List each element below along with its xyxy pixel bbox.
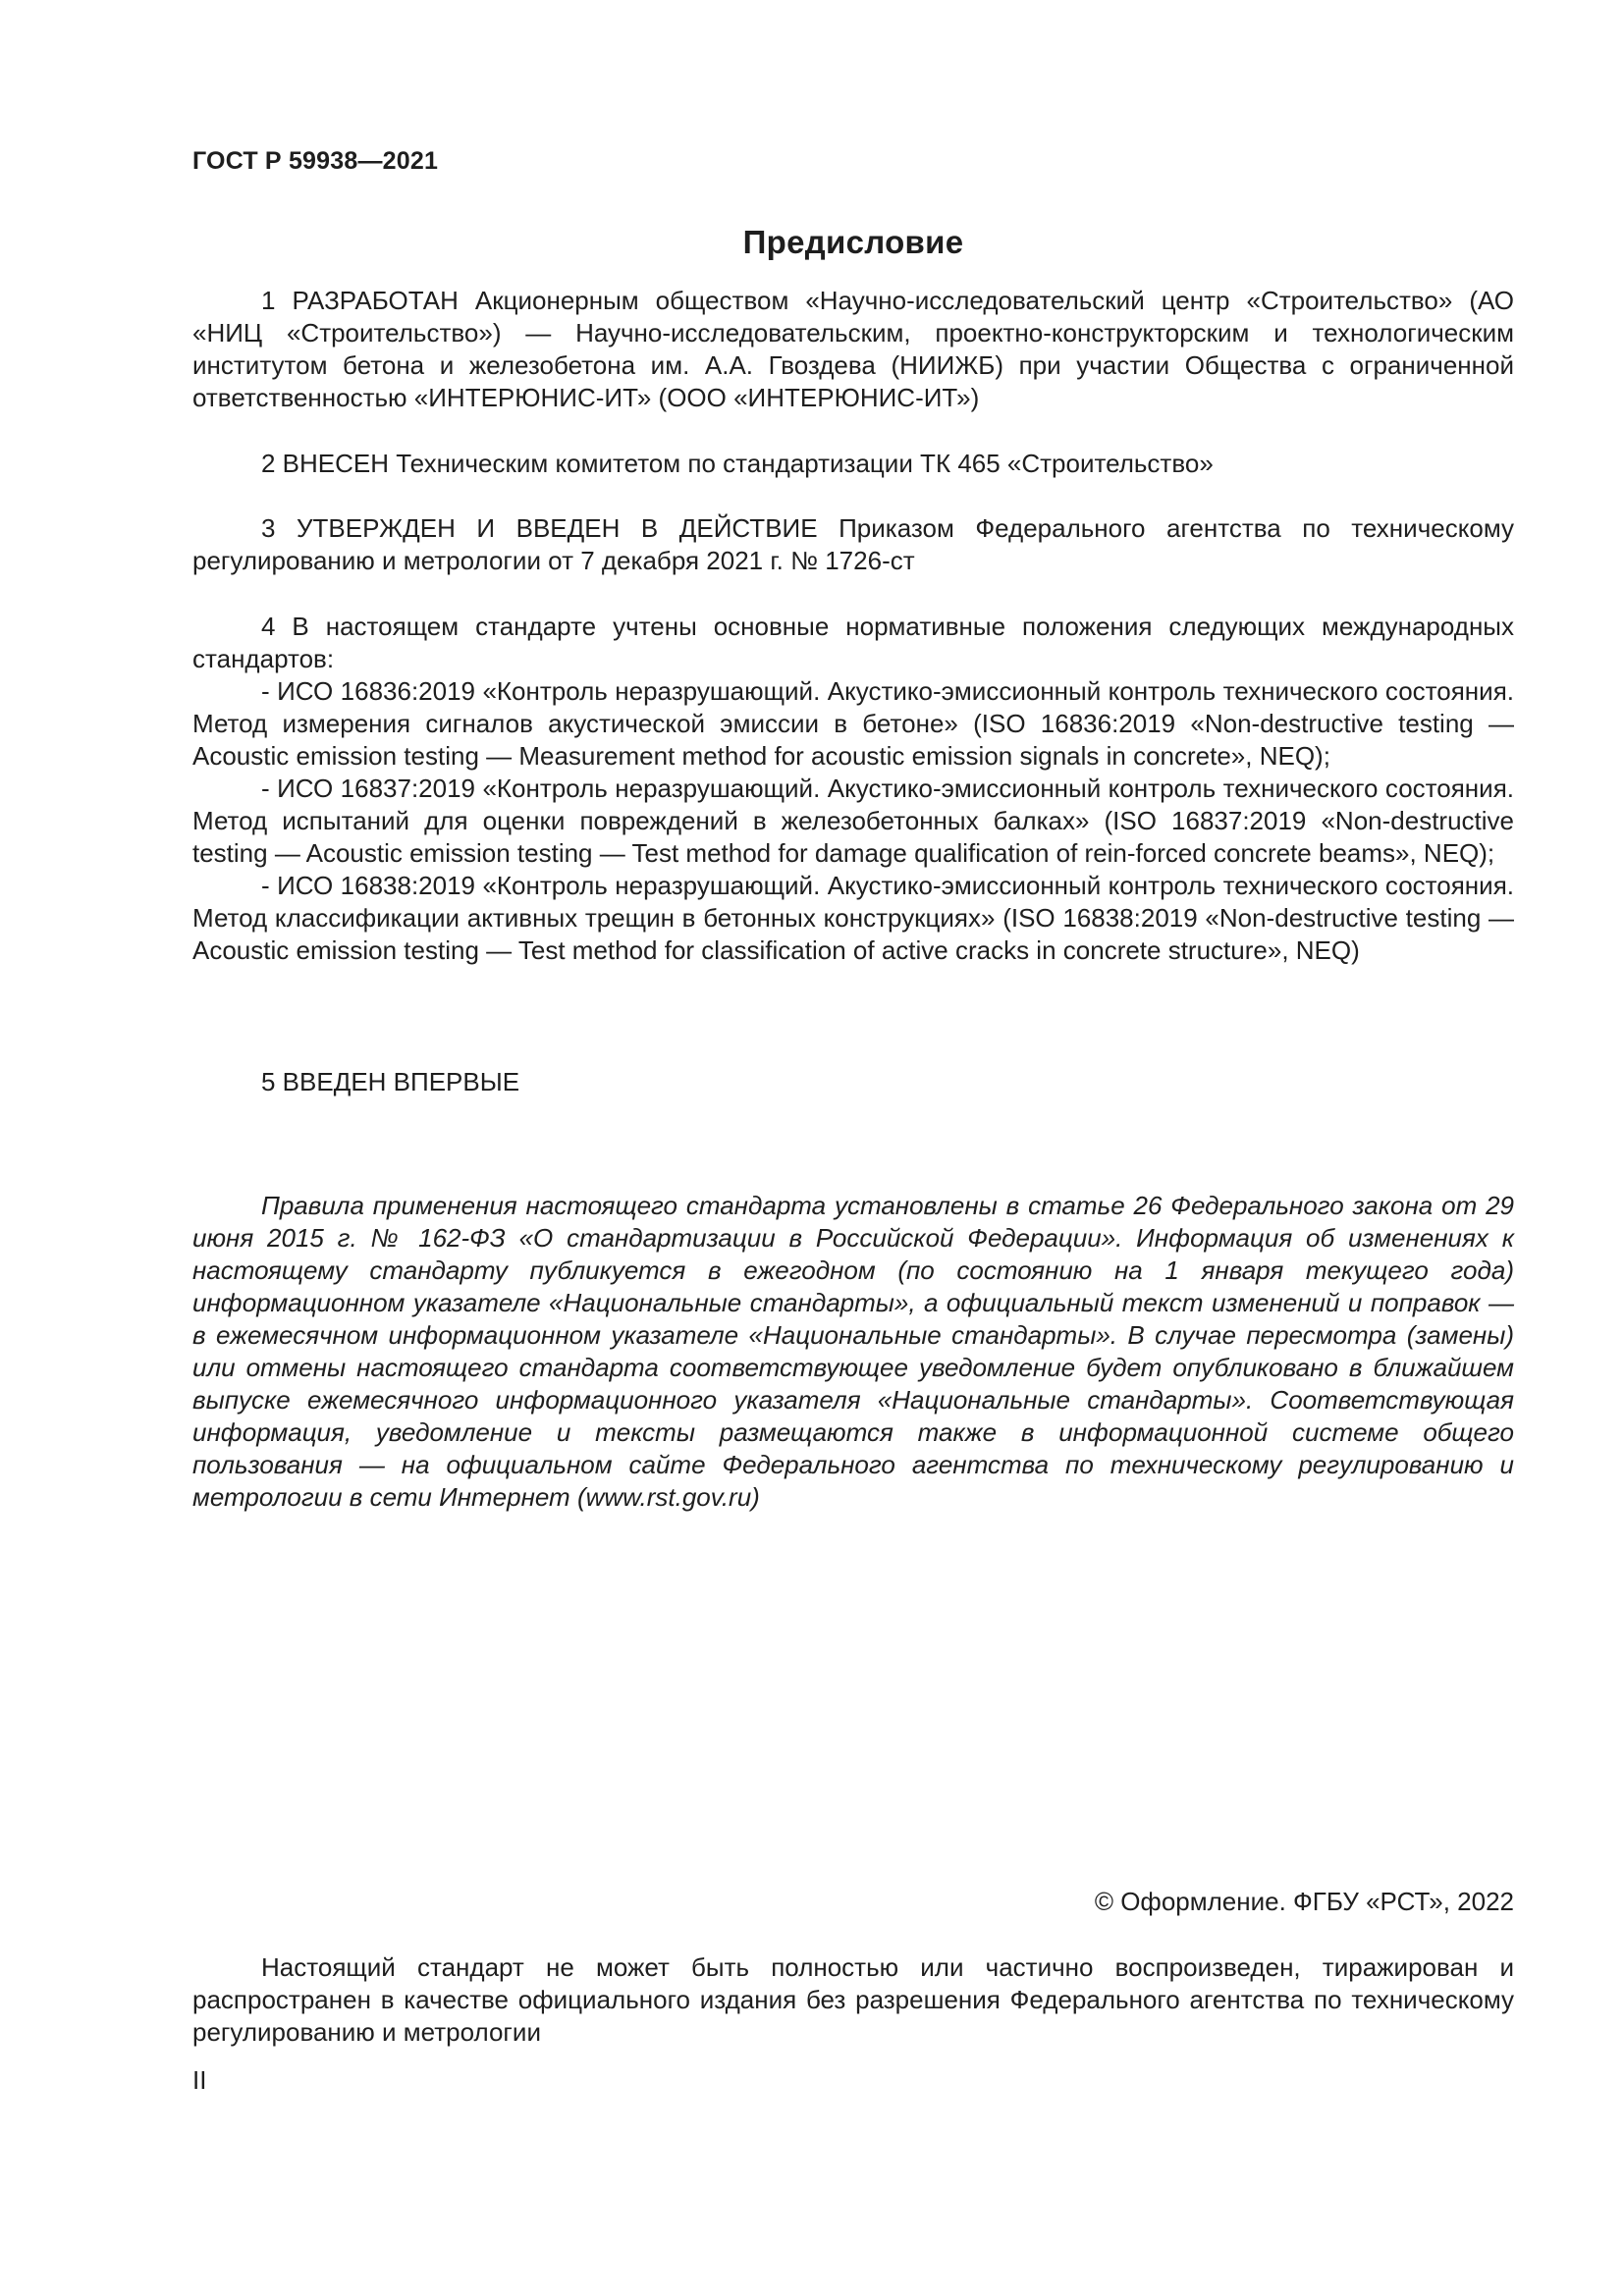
paragraph-text: 1 РАЗРАБОТАН Акционерным обществом «Научно-исследовательский центр «Строительство» (АО «НИЦ «Строительство») — Научно-исследовательским, проектно-конструкторским и технологическим институтом бетона и железобетона им. А.А. Гвоздева (НИИЖБ) при участии Общества с ограниченной ответственностью «ИНТЕРЮНИС-ИТ» (ООО «ИНТЕРЮНИС-ИТ») [192,286,1514,412]
paragraph-approved [192,512,1514,577]
rules-notice-text: Правила применения настоящего стандарта установлены в статье 26 Федерального закона от 29 июня 2015 г. № 162-ФЗ «О стандартизации в Российской Федерации». Информация об изменениях к настоящему стандарту публикуется в ежегодном (по состоянию на 1 января текущего года) информационном указателе «Национальные стандарты», а официальный текст изменений и поправок — в ежемесячном информационном указателе «Национальные стандарты». В случае пересмотра (замены) или отмены настоящего стандарта соответствующее уведомление будет опубликовано в ближайшем выпуске ежемесячного информационного указателя «Национальные стандарты». Соответствующая информация, уведомление и тексты размещаются также в информационной системе общего пользования — на официальном сайте Федерального агентства по техническому регулированию и метрологии в сети Интернет (www.rst.gov.ru) [192,1191,1514,1512]
paragraph-international-standards [192,611,1514,967]
paragraph-text: 5 ВВЕДЕН ВПЕРВЫЕ [261,1067,520,1096]
list-item: - ИСО 16838:2019 «Контроль неразрушающий. Акустико-эмиссионный контроль технического состояния. Метод классификации активных трещин в бетонных конструкциях» (ISO 16838:2019 «Non-destructive testing — Acoustic emission testing — Test method for classification of active cracks in concrete structure», NEQ) [192,871,1514,965]
list-item: - ИСО 16836:2019 «Контроль неразрушающий. Акустико-эмиссионный контроль технического состояния. Метод измерения сигналов акустической эмиссии в бетоне» (ISO 16836:2019 «Non-destructive testing — Acoustic emission testing — Measurement method for acoustic emission signals in concrete», NEQ); [192,676,1514,771]
paragraph-first-introduced [192,1066,1514,1098]
copyright-line: © Оформление. ФГБУ «РСТ», 2022 [1094,1887,1514,1916]
page-title: Предисловие [742,224,964,260]
paragraph-text: 3 УТВЕРЖДЕН И ВВЕДЕН В ДЕЙСТВИЕ Приказом Федерального агентства по техническому регулированию и метрологии от 7 декабря 2021 г. № 1726-ст [192,513,1514,575]
paragraph-introduced-by [192,448,1514,480]
reproduction-notice [192,1951,1514,2049]
paragraph-text: 4 В настоящем стандарте учтены основные нормативные положения следующих международных стандартов: [192,612,1514,673]
rules-notice [192,1190,1514,1514]
paragraph-text: 2 ВНЕСЕН Техническим комитетом по стандартизации ТК 465 «Строительство» [261,449,1214,478]
list-item: - ИСО 16837:2019 «Контроль неразрушающий. Акустико-эмиссионный контроль технического состояния. Метод испытаний для оценки повреждений в железобетонных балках» (ISO 16837:2019 «Non-destructive testing — Acoustic emission testing — Test method for damage qualification of rein-forced concrete beams», NEQ); [192,774,1514,868]
paragraph-developed-by [192,285,1514,414]
reproduction-notice-text: Настоящий стандарт не может быть полностью или частично воспроизведен, тиражирован и распространен в качестве официального издания без разрешения Федерального агентства по техническому регулированию и метрологии [192,1952,1514,2047]
document-code: ГОСТ Р 59938—2021 [192,147,439,175]
page-number: II [192,2065,207,2095]
